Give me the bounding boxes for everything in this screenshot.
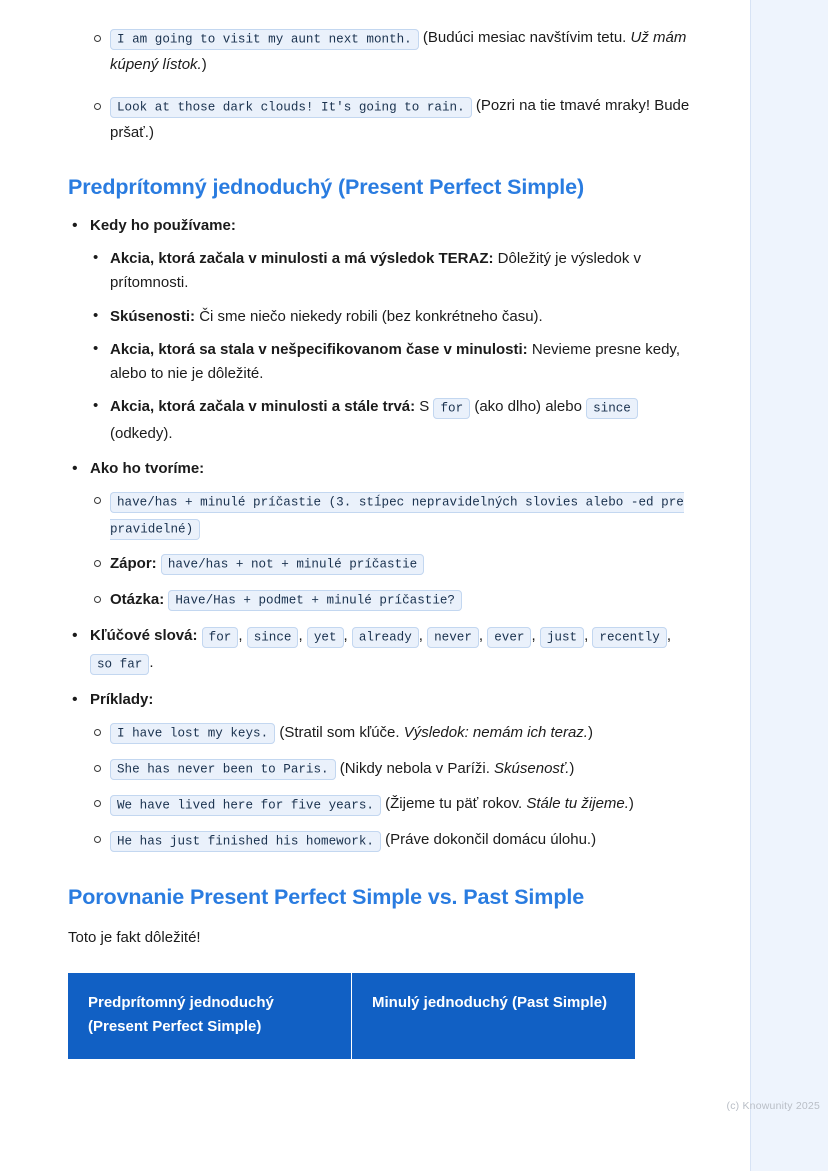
keyword-chip: so far: [90, 654, 149, 675]
list-item: [68, 94, 690, 145]
list-item: [90, 395, 690, 446]
present-perfect-list: [68, 214, 690, 855]
keyword-chip: never: [427, 627, 479, 648]
example-code: I have lost my keys.: [110, 723, 275, 744]
keyword-chip: just: [540, 627, 584, 648]
examples-label: Príklady:: [90, 691, 154, 709]
form-label: Ako ho tvoríme:: [90, 459, 205, 477]
usage-item-bold: Akcia, ktorá začala v minulosti a má výsledok TERAZ:: [110, 249, 494, 267]
keyword-chip-since: since: [586, 398, 638, 419]
example-translation-end: ): [587, 723, 593, 741]
table-header-cell: Minulý jednoduchý (Past Simple): [352, 973, 636, 1060]
example-translation-end: ): [201, 55, 207, 73]
example-translation: (Žijeme tu päť rokov.: [385, 795, 527, 813]
form-sublist: [90, 489, 690, 614]
usage-item-mid: S: [415, 398, 434, 416]
list-item-examples: [68, 688, 690, 855]
example-translation: (Pozri na tie tmavé mraky! Bude pršať.): [110, 97, 690, 141]
form-question-label: Otázka:: [110, 590, 165, 608]
example-code: I am going to visit my aunt next month.: [110, 29, 419, 50]
usage-sublist: [90, 247, 690, 447]
usage-item-mid2: (ako dlho) alebo: [470, 398, 587, 416]
top-examples-list: [68, 26, 690, 145]
usage-item-rest: Či sme niečo niekedy robili (bez konkrétneho času).: [195, 307, 543, 325]
section-heading-comparison: Porovnanie Present Perfect Simple vs. Past Simple: [68, 885, 585, 909]
list-item-usage: [68, 214, 690, 446]
keyword-chip: yet: [307, 627, 344, 648]
example-translation-italic: Už mám kúpený lístok.: [110, 29, 687, 73]
list-item-form: [68, 457, 690, 615]
example-translation-italic: Výsledok: nemám ich teraz.: [403, 723, 588, 741]
example-translation-italic: Skúsenosť.: [494, 759, 570, 777]
keywords-label: Kľúčové slová:: [90, 627, 198, 645]
example-translation-end: ): [569, 759, 575, 777]
form-main-code: have/has + minulé príčastie (3. stĺpec nepravidelných slovies alebo -ed pre pravidelné): [110, 492, 684, 540]
example-code: He has just finished his homework.: [110, 831, 381, 852]
keyword-chip: since: [247, 627, 299, 648]
keyword-chip: ever: [487, 627, 531, 648]
list-item: [68, 26, 690, 77]
comparison-table-head: [68, 973, 635, 1060]
form-negative-code: have/has + not + minulé príčastie: [161, 554, 424, 575]
keyword-chip-for: for: [433, 398, 470, 419]
example-code: We have lived here for five years.: [110, 795, 381, 816]
list-item: [90, 489, 690, 543]
keyword-chip: for: [202, 627, 239, 648]
example-translation-end: ): [628, 795, 634, 813]
list-item: [90, 828, 690, 855]
example-translation: (Stratil som kľúče.: [279, 723, 404, 741]
form-negative-label: Zápor:: [110, 554, 157, 572]
list-item: [90, 338, 690, 387]
examples-sublist: [90, 721, 690, 855]
usage-item-bold: Akcia, ktorá sa stala v nešpecifikovanom čase v minulosti:: [110, 340, 528, 358]
section-heading-present-perfect: Predprítomný jednoduchý (Present Perfect Simple): [68, 175, 585, 200]
usage-item-bold: Skúsenosti:: [110, 307, 196, 325]
keyword-chip: recently: [592, 627, 666, 648]
example-code: Look at those dark clouds! It's going to rain.: [110, 97, 472, 118]
watermark: (c) Knowunity 2025: [726, 1100, 820, 1112]
comparison-intro: Toto je fakt dôležité!: [68, 929, 201, 946]
usage-item-rest: Nevieme presne kedy, alebo to nie je dôležité.: [110, 340, 680, 383]
comparison-table: [68, 972, 635, 1060]
example-code: She has never been to Paris.: [110, 759, 336, 780]
usage-item-rest: Dôležitý je výsledok v prítomnosti.: [110, 249, 642, 292]
form-question-code: Have/Has + podmet + minulé príčastie?: [168, 590, 462, 611]
list-item: [90, 588, 690, 615]
usage-label: Kedy ho používame:: [90, 217, 236, 235]
keyword-chip: already: [352, 627, 419, 648]
example-translation: (Budúci mesiac navštívim tetu.: [422, 29, 631, 46]
list-item: [90, 757, 690, 784]
usage-item-end: (odkedy).: [110, 425, 173, 443]
list-item: [90, 552, 690, 579]
table-header-cell: Predprítomný jednoduchý (Present Perfect Simple): [68, 973, 352, 1060]
right-sidebar-strip: [750, 0, 828, 1171]
table-row: [68, 973, 635, 1060]
list-item: [90, 247, 690, 296]
list-item: [90, 721, 690, 748]
list-item: [90, 792, 690, 819]
usage-item-bold: Akcia, ktorá začala v minulosti a stále trvá:: [110, 398, 416, 416]
example-translation: (Práve dokončil domácu úlohu.): [385, 831, 597, 849]
example-translation-italic: Stále tu žijeme.: [526, 795, 629, 813]
list-item: [90, 305, 690, 329]
list-item-keywords: • Kľúčové slová: for , since , yet , already , never , ever , just , recently , so far .: [68, 624, 690, 678]
example-translation: (Nikdy nebola v Paríži.: [339, 759, 495, 777]
